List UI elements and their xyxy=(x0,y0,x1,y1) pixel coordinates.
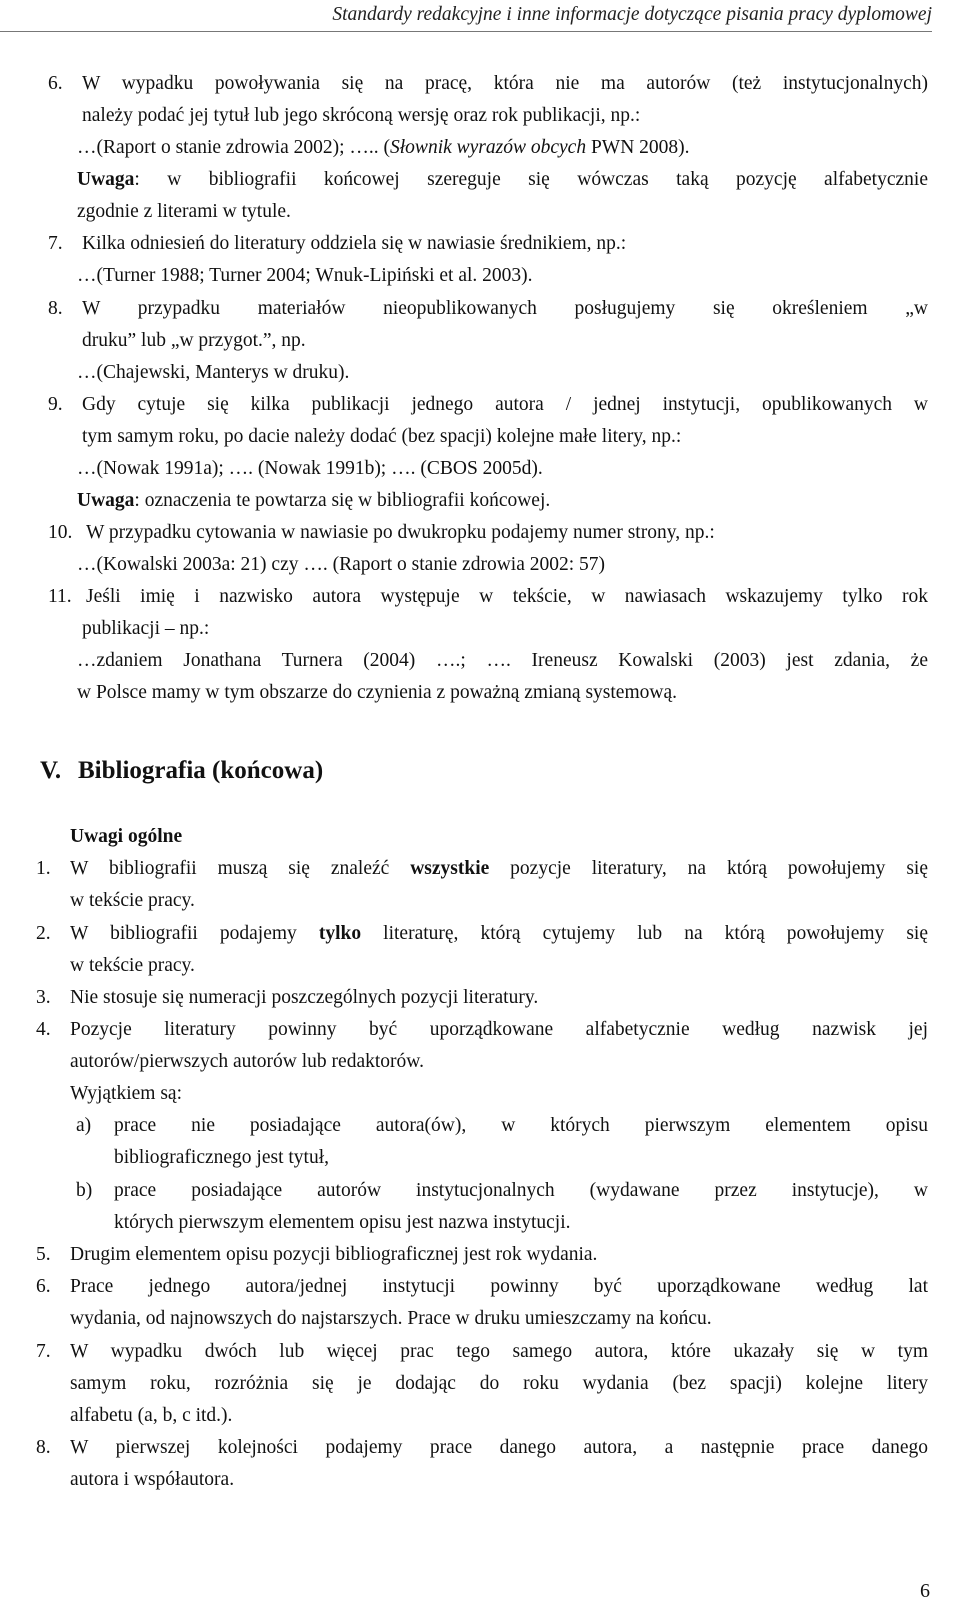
bib-item-5-line-1: Drugim elementem opisu pozycji bibliograficznej jest rok wydania. xyxy=(70,1244,598,1265)
item-number: 8. xyxy=(36,1437,51,1458)
item-9-line-2: tym samym roku, po dacie należy dodać (bez spacji) kolejne małe litery, np.: xyxy=(82,426,682,447)
item-11-line-2: publikacji – np.: xyxy=(82,618,210,639)
bib-item-8-line-1: W pierwszej kolejności podajemy prace danego autora, a następnie prace danego xyxy=(70,1437,928,1458)
bib-item-1-line-1: W bibliografii muszą się znaleźć wszystkie pozycje literatury, na którą powołujemy się xyxy=(70,858,928,879)
running-header: Standardy redakcyjne i inne informacje dotyczące pisania pracy dyplomowej xyxy=(0,4,932,32)
bib-item-b-line-1: prace posiadające autorów instytucjonalnych (wydawane przez instytucje), w xyxy=(114,1180,928,1201)
item-7-line-1: Kilka odniesień do literatury oddziela się w nawiasie średnikiem, np.: xyxy=(82,233,627,254)
item-number: 3. xyxy=(36,987,51,1008)
bib-item-4-line-1: Pozycje literatury powinny być uporządkowane alfabetycznie według nazwisk jej xyxy=(70,1019,928,1040)
item-8-line-1: W przypadku materiałów nieopublikowanych posługujemy się określeniem „w xyxy=(82,298,928,319)
item-11-line-4: w Polsce mamy w tym obszarze do czynienia z poważną zmianą systemową. xyxy=(77,682,677,703)
section-number: V. xyxy=(40,757,62,784)
bib-item-a-line-1: prace nie posiadające autora(ów), w których pierwszym elementem opisu xyxy=(114,1115,928,1136)
item-10-line-1: W przypadku cytowania w nawiasie po dwukropku podajemy numer strony, np.: xyxy=(86,522,715,543)
bib-item-b-line-2: których pierwszym elementem opisu jest nazwa instytucji. xyxy=(114,1212,571,1233)
item-8-line-2: druku” lub „w przygot.”, np. xyxy=(82,330,306,351)
bib-item-6-line-2: wydania, od najnowszych do najstarszych. Prace w druku umieszczamy na końcu. xyxy=(70,1308,712,1329)
bib-item-8-line-2: autora i współautora. xyxy=(70,1469,235,1490)
item-9-note: Uwaga: oznaczenia te powtarza się w bibliografii końcowej. xyxy=(77,490,551,511)
bib-item-4-line-3: Wyjątkiem są: xyxy=(70,1083,183,1104)
item-6-line-2: należy podać jej tytuł lub jego skróconą wersję oraz rok publikacji, np.: xyxy=(82,105,641,126)
item-9-line-1: Gdy cytuje się kilka publikacji jednego autora / jednej instytucji, opublikowanych w xyxy=(82,394,928,415)
bib-item-2-line-1: W bibliografii podajemy tylko literaturę, którą cytujemy lub na którą powołujemy się xyxy=(70,923,928,944)
item-number: 10. xyxy=(48,522,73,543)
item-number: 8. xyxy=(48,298,63,319)
page-number: 6 xyxy=(920,1580,930,1602)
bib-item-6-line-1: Prace jednego autora/jednej instytucji powinny być uporządkowane według lat xyxy=(70,1276,928,1297)
item-number: 2. xyxy=(36,923,51,944)
item-10-line-2: …(Kowalski 2003a: 21) czy …. (Raport o stanie zdrowia 2002: 57) xyxy=(77,554,606,575)
item-6-line-3: …(Raport o stanie zdrowia 2002); ….. (Słownik wyrazów obcych PWN 2008). xyxy=(77,137,690,158)
item-6-note: Uwaga: w bibliografii końcowej szereguje się wówczas taką pozycję alfabetycznie xyxy=(77,169,928,190)
item-number: 5. xyxy=(36,1244,51,1265)
bib-item-4-line-2: autorów/pierwszych autorów lub redaktorów. xyxy=(70,1051,424,1072)
item-number: 7. xyxy=(36,1341,51,1362)
item-9-line-3: …(Nowak 1991a); …. (Nowak 1991b); …. (CBOS 2005d). xyxy=(77,458,543,479)
item-number: 4. xyxy=(36,1019,51,1040)
bib-item-a-line-2: bibliograficznego jest tytuł, xyxy=(114,1147,329,1168)
bib-item-1-line-2: w tekście pracy. xyxy=(70,890,195,911)
bib-item-3-line-1: Nie stosuje się numeracji poszczególnych pozycji literatury. xyxy=(70,987,539,1008)
section-title: Bibliografia (końcowa) xyxy=(78,757,324,784)
item-11-line-1: Jeśli imię i nazwisko autora występuje w tekście, w nawiasach wskazujemy tylko rok xyxy=(86,586,928,607)
bib-item-2-line-2: w tekście pracy. xyxy=(70,955,195,976)
bib-item-7-line-3: alfabetu (a, b, c itd.). xyxy=(70,1405,233,1426)
item-number: 1. xyxy=(36,858,51,879)
subheading: Uwagi ogólne xyxy=(70,826,183,847)
item-number: 6. xyxy=(48,73,63,94)
item-number: 6. xyxy=(36,1276,51,1297)
item-6-line-1: W wypadku powoływania się na pracę, która nie ma autorów (też instytucjonalnych) xyxy=(82,73,928,94)
item-6-line-5: zgodnie z literami w tytule. xyxy=(77,201,291,222)
item-number: 9. xyxy=(48,394,63,415)
item-11-line-3: …zdaniem Jonathana Turnera (2004) ….; …. Ireneusz Kowalski (2003) jest zdania, że xyxy=(77,650,928,671)
item-letter: b) xyxy=(76,1180,93,1201)
item-number: 7. xyxy=(48,233,63,254)
bib-item-7-line-2: samym roku, rozróżnia się je dodając do roku wydania (bez spacji) kolejne litery xyxy=(70,1373,928,1394)
item-number: 11. xyxy=(48,586,72,607)
item-8-line-3: …(Chajewski, Manterys w druku). xyxy=(77,362,350,383)
item-7-line-2: …(Turner 1988; Turner 2004; Wnuk-Lipiński et al. 2003). xyxy=(77,265,533,286)
bib-item-7-line-1: W wypadku dwóch lub więcej prac tego samego autora, które ukazały się w tym xyxy=(70,1341,928,1362)
item-letter: a) xyxy=(76,1115,92,1136)
